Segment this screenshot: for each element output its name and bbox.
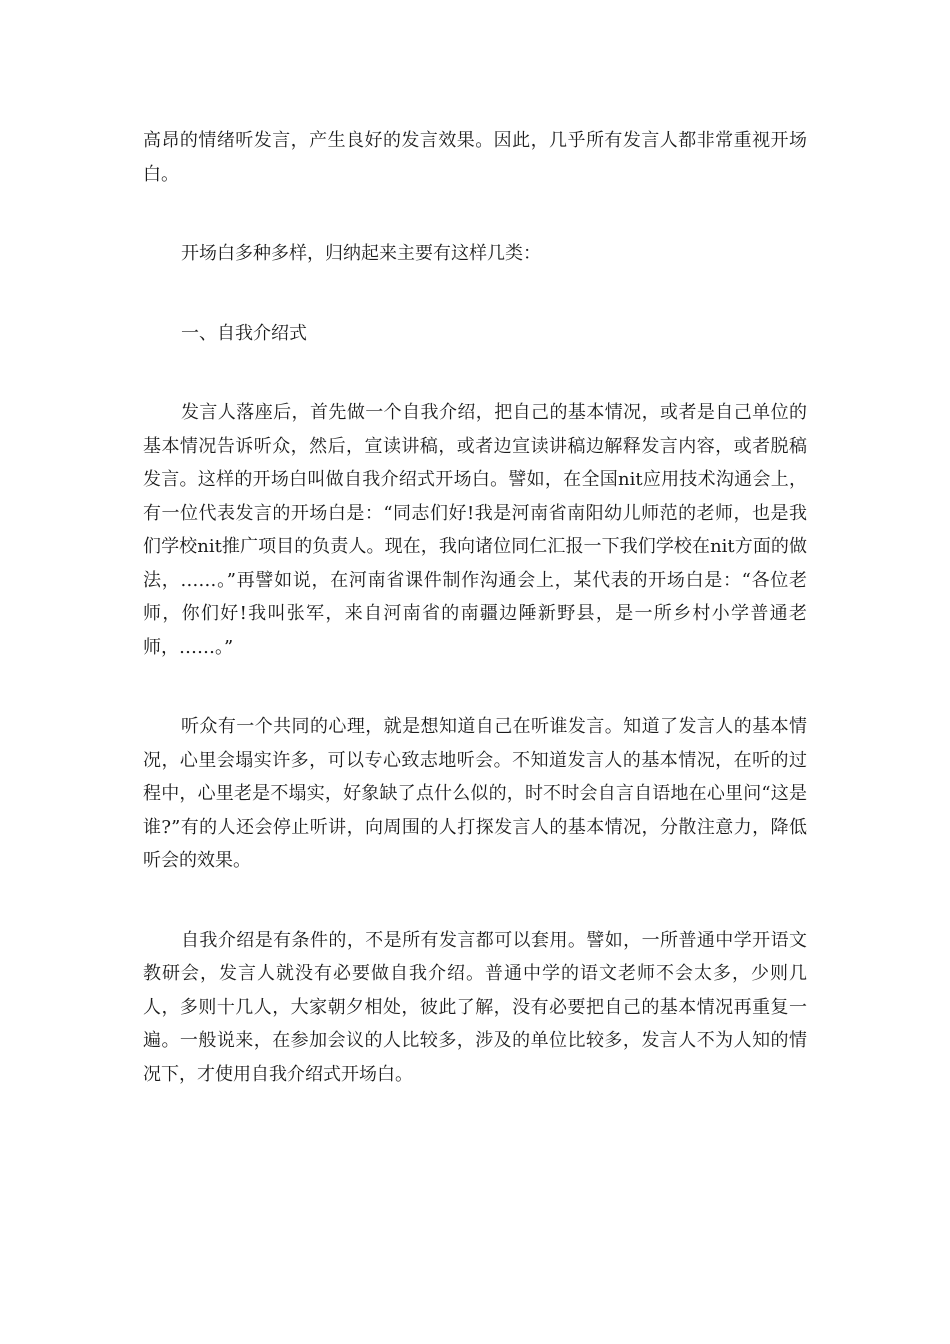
paragraph-continuation: 高昂的情绪听发言，产生良好的发言效果。因此，几乎所有发言人都非常重视开场白。 <box>143 130 807 185</box>
paragraph: 听众有一个共同的心理，就是想知道自己在听谁发言。知道了发言人的基本情况，心里会塌实许多，可以专心致志地听会。不知道发言人的基本情况，在听的过程中，心里老是不塌实，好象缺了点什么似的，时不时会自言自语地在心里问“这是谁?”有的人还会停止听讲，向周围的人打探发言人的基本情况，分散注意力，降低听会的效果。 <box>143 716 807 871</box>
section-heading: 一、自我介绍式 <box>181 322 307 344</box>
paragraph: 发言人落座后，首先做一个自我介绍，把自己的基本情况，或者是自己单位的基本情况告诉听众，然后，宣读讲稿，或者边宣读讲稿边解释发言内容，或者脱稿发言。这样的开场白叫做自我介绍式开场白。譬如，在全国nit应用技术沟通会上，有一位代表发言的开场白是：“同志们好!我是河南省南阳幼儿师范的老师，也是我们学校nit推广项目的负责人。现在，我向诸位同仁汇报一下我们学校在nit方面的做法，……。”再譬如说，在河南省课件制作沟通会上，某代表的开场白是：“各位老师，你们好!我叫张军，来自河南省的南疆边陲新野县，是一所乡村小学普通老师，……。” <box>143 402 807 658</box>
paragraph: 自我介绍是有条件的，不是所有发言都可以套用。譬如，一所普通中学开语文教研会，发言人就没有必要做自我介绍。普通中学的语文老师不会太多，少则几人，多则十几人，大家朝夕相处，彼此了解，没有必要把自己的基本情况再重复一遍。一般说来，在参加会议的人比较多，涉及的单位比较多，发言人不为人知的情况下，才使用自我介绍式开场白。 <box>143 929 807 1085</box>
document-body <box>143 124 807 1137</box>
paragraph-intro: 开场白多种多样，归纳起来主要有这样几类： <box>181 243 541 264</box>
